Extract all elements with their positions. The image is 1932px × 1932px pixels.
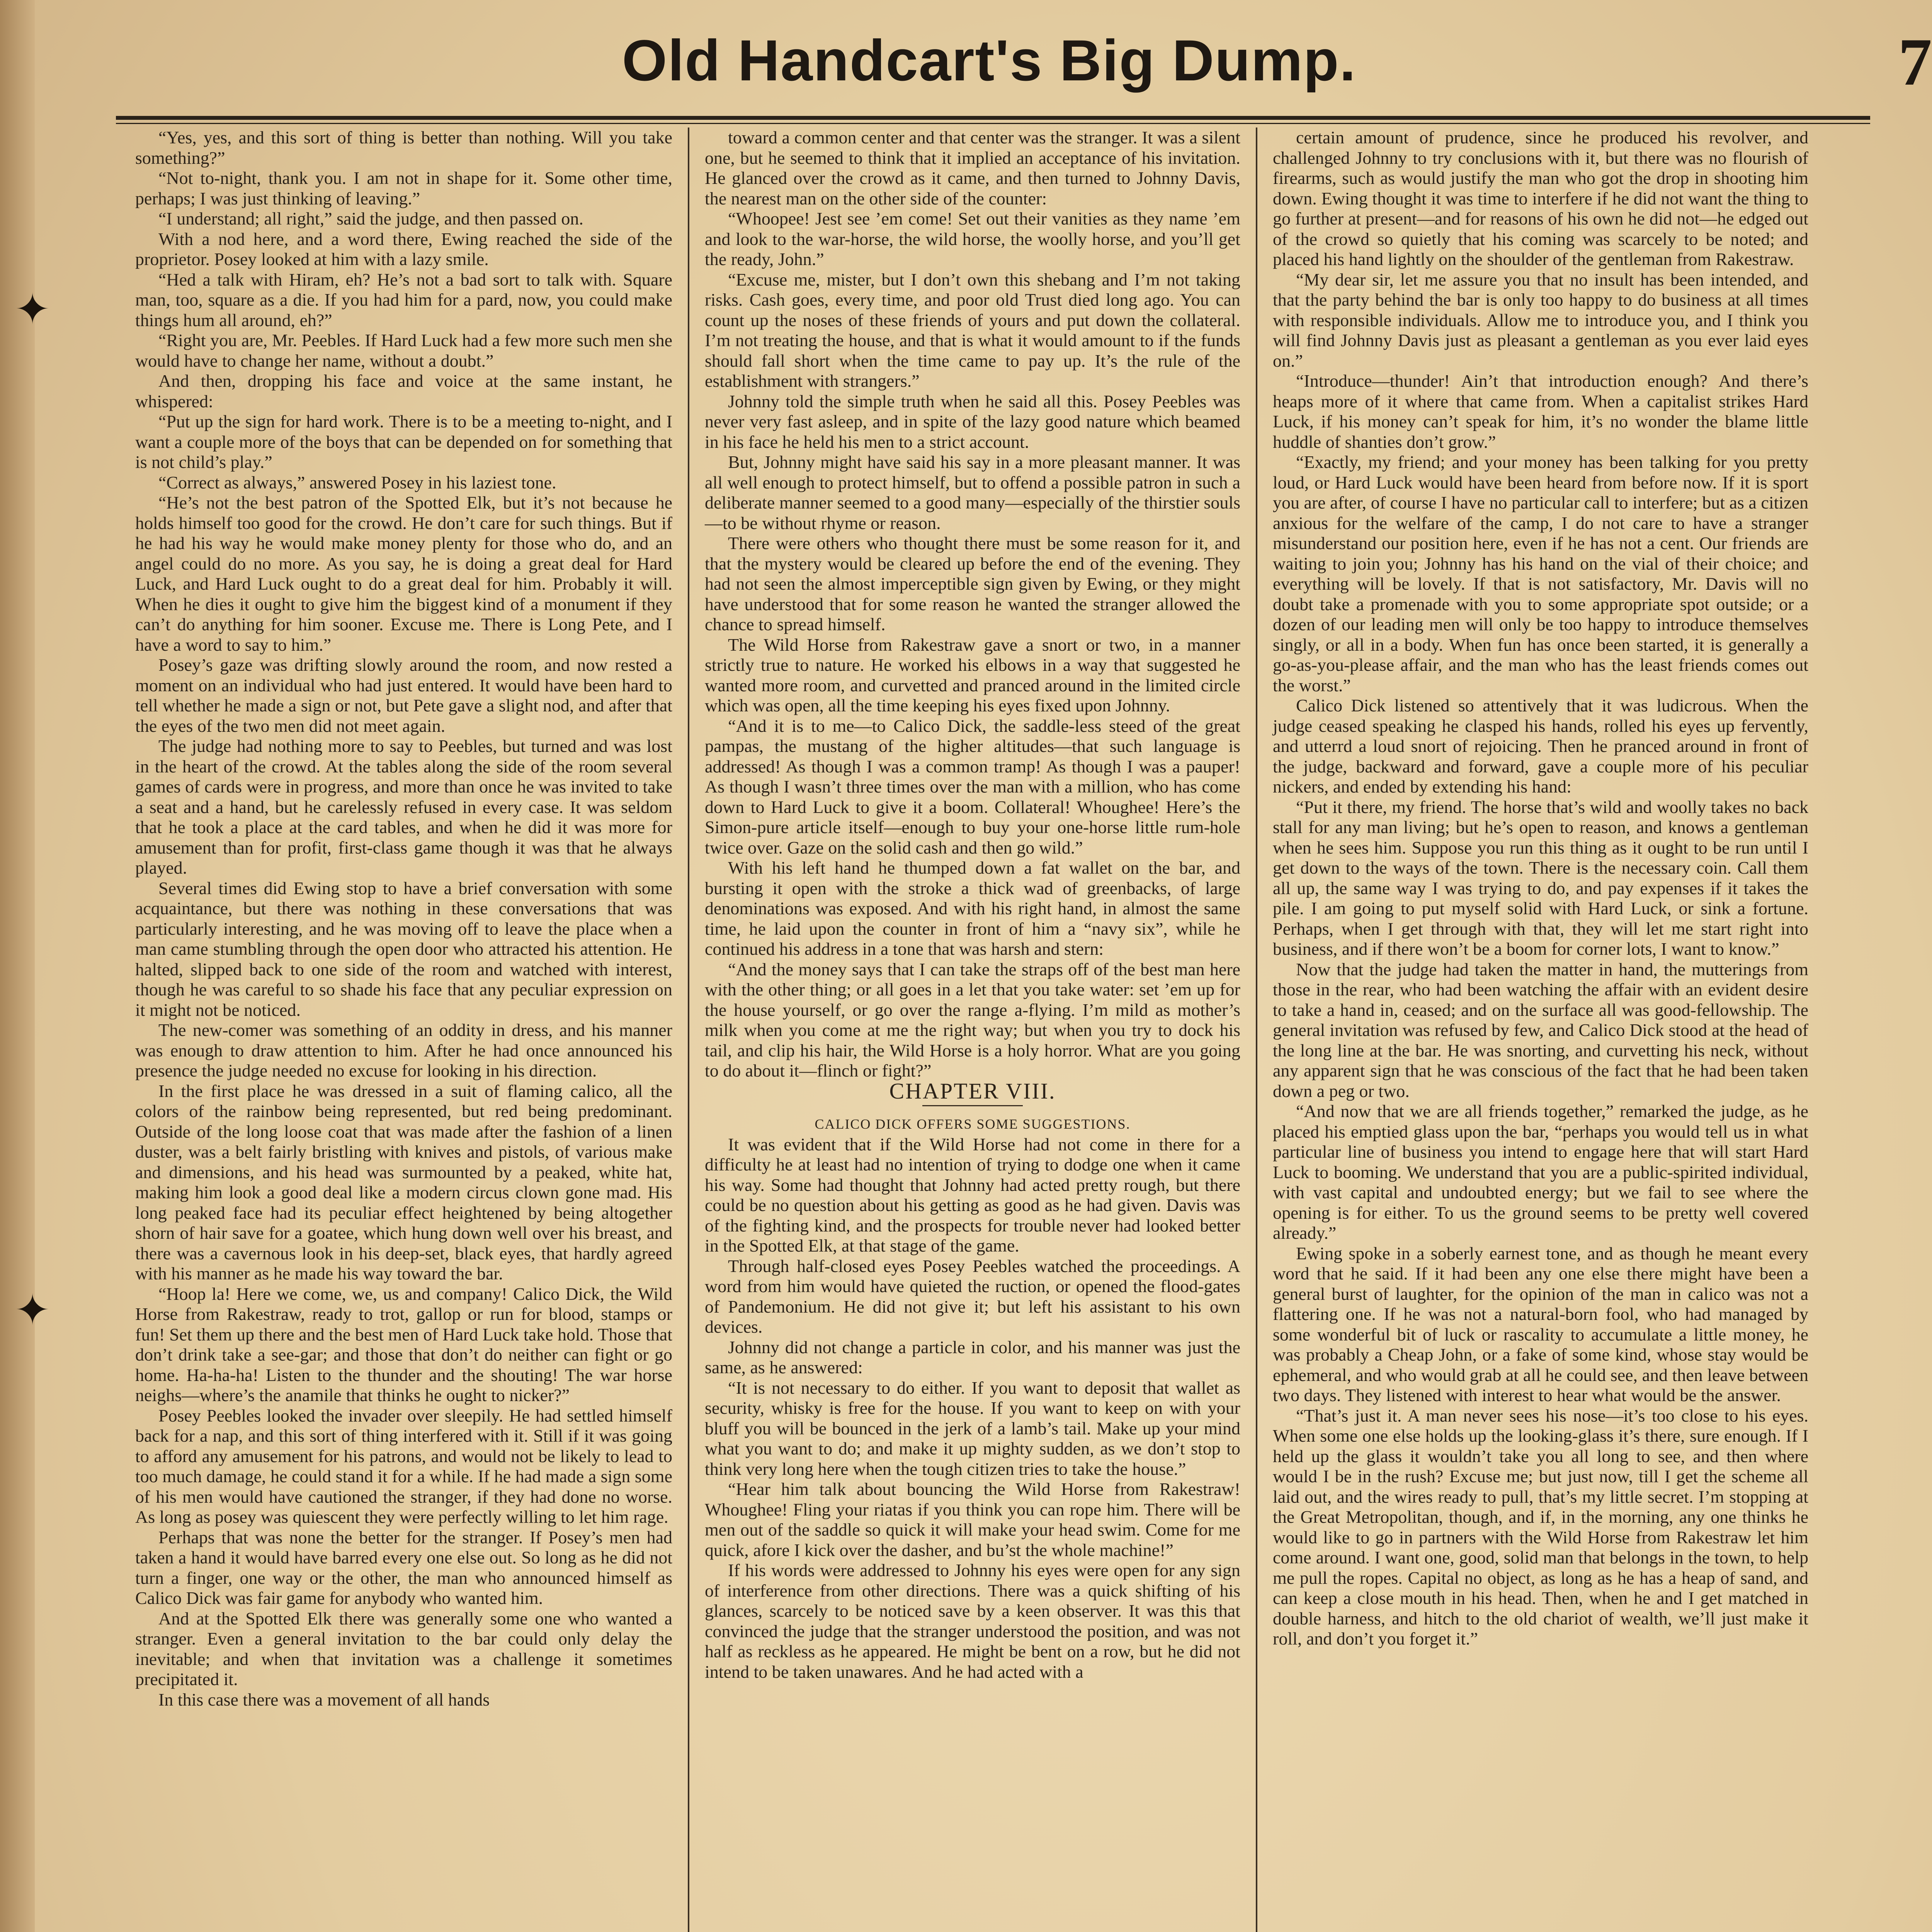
paragraph: “And now that we are all friends together,” remarked the judge, as he placed his emptied glass upon the bar, “perhaps you would tell us in what particular line of business you intend to engage here that will start Hard Luck to booming. We understand that you are a public-spirited individual, with vast capital and undoubted energy; but we fail to see where the opening is for either. To us the ground seems to be pretty well covered already.”: [1273, 1101, 1808, 1243]
paragraph: “Hed a talk with Hiram, eh? He’s not a bad sort to talk with. Square man, too, square as a die. If you had him for a pard, now, you could make things hum all around, eh?”: [135, 269, 672, 330]
page-title: Old Handcart's Big Dump.: [622, 28, 1357, 93]
paragraph: The Wild Horse from Rakestraw gave a snort or two, in a manner strictly true to nature. He worked his elbows in a way that suggested he wanted more room, and curvetted and pranced around in the limited circle which was open, all the time keeping his eyes fixed upon Johnny.: [705, 634, 1240, 715]
paragraph: “Correct as always,” answered Posey in his laziest tone.: [158, 472, 556, 492]
header-rule: [116, 116, 1870, 120]
paragraph: “And the money says that I can take the straps off of the best man here with the other thing; or all goes in a let that you take water: set ’em up for the house yourself, or go over the range a-flying. I’m mild as mother’s milk when you come at me the right way; but when you try to dock his tail, and clip his hair, the Wild Horse is a holy horror. What are you going to do about it—flinch or fight?”: [705, 959, 1240, 1080]
page-header: [116, 15, 1932, 112]
chapter-subtitle: CALICO DICK OFFERS SOME SUGGESTIONS.: [815, 1116, 1131, 1132]
paragraph: “That’s just it. A man never sees his nose—it’s too close to his eyes. When some one else holds up the looking-glass it’s there, sure enough. If I held up the glass it wouldn’t take you all long to see, and then where would I be in the rush? Excuse me; but just now, till I get the scheme all laid out, and the wires ready to pull, that’s my little secret. I’m stopping at the Great Metropolitan, though, and if, in the morning, any one thinks he would like to go in partners with the Wild Horse from Rakestraw let him come around. I want one, good, solid man that belongs in the town, to help me pull the ropes. Capital no object, as long as he has a heap of sand, and can keep a close mouth in his head. Then, when he and I get matched in double harness, and hitch to the old chariot of wealth, we’ll just make it roll, and don’t you forget it.”: [1273, 1405, 1808, 1648]
paragraph: “And it is to me—to Calico Dick, the saddle-less steed of the great pampas, the mustang of the higher altitudes—that such language is addressed! As though I was a common tramp! As though I was a pauper! As though I wasn’t three times over the man with a million, who has come down to Hard Luck to give it a boom. Collateral! Whoughee! Here’s the Simon-pure article itself—enough to buy your one-horse little rum-hole twice over. Gaze on the solid cash and then go wild.”: [705, 716, 1240, 857]
paragraph: Johnny told the simple truth when he said all this. Posey Peebles was never very fast asleep, and in spite of the lazy good nature which beamed in his face he held his men to a strict account.: [705, 391, 1240, 452]
text-columns: [120, 128, 1874, 1932]
paragraph: But, Johnny might have said his say in a more pleasant manner. It was all well enough to protect himself, but to offend a possible patron in such a deliberate manner seemed to a good many—especially of the thirstier souls—to be without rhyme or reason.: [705, 452, 1240, 533]
paragraph: “Put up the sign for hard work. There is to be a meeting to-night, and I want a couple more of the boys that can be depended on for something that is not child’s play.”: [135, 412, 672, 472]
paragraph: “Hear him talk about bouncing the Wild Horse from Rakestraw! Whoughee! Fling your riatas if you think you can rope him. There will be men out of the saddle so quick it will make your head swim. Come for me quick, afore I kick over the dasher, and bu’st the whole machine!”: [705, 1479, 1240, 1560]
paragraph: “He’s not the best patron of the Spotted Elk, but it’s not because he holds himself too good for the crowd. He don’t care for such things. But if he had his way he would make money plenty for those who do, and an angel could do no more. As you say, he is doing a great deal for Hard Luck, and Hard Luck ought to do a great deal for him. Probably it will. When he dies it ought to give him the biggest kind of a monument if they can’t do anything for him sooner. Excuse me. There is Long Pete, and I have a word to say to him.”: [135, 493, 672, 655]
paragraph: With his left hand he thumped down a fat wallet on the bar, and bursting it open with the stroke a thick wad of greenbacks, of large denominations was exposed. And with his right hand, in almost the same time, he laid upon the counter in front of him a “navy six”, while he continued his address in a tone that was harsh and stern:: [705, 858, 1240, 959]
text-column-2: [688, 128, 1256, 1932]
paragraph: “Whoopee! Jest see ’em come! Set out their vanities as they name ’em and look to the war-horse, the wild horse, the woolly horse, and you’ll get the ready, John.”: [705, 209, 1240, 269]
paragraph: If his words were addressed to Johnny his eyes were open for any sign of interference from other directions. There was a quick shifting of his glances, scarcely to be noticed save by a keen observer. It was this that convinced the judge that the stranger understood the position, and was not half as reckless as he appeared. He might be bent on a row, but he did not intend to be taken unawares. And he had acted with a: [705, 1560, 1240, 1682]
paragraph: Posey’s gaze was drifting slowly around the room, and now rested a moment on an individual who had just entered. It would have been hard to tell whether he made a sign or not, but Pete gave a slight nod, and after that the eyes of the two men did not meet again.: [135, 655, 672, 736]
text-column-3: [1256, 128, 1824, 1932]
paragraph: “Not to-night, thank you. I am not in shape for it. Some other time, perhaps; I was just thinking of leaving.”: [135, 168, 672, 208]
paragraph: The new-comer was something of an oddity in dress, and his manner was enough to draw attention to him. After he had once announced his presence the judge needed no excuse for looking in his direction.: [135, 1020, 672, 1080]
chapter-heading: CHAPTER VIII.: [889, 1078, 1056, 1104]
binding-hole-icon: ✦: [15, 284, 51, 334]
paragraph: “I understand; all right,” said the judge, and then passed on.: [158, 209, 583, 228]
paragraph: certain amount of prudence, since he produced his revolver, and challenged Johnny to try conclusions with it, but there was no flourish of firearms, such as would justify the man who got the drop in shooting him down. Ewing thought it was time to interfere if he did not want the thing to go further at present—and for reasons of his own he did not—he edged out of the crowd so quietly that his coming was scarcely to be noted; and placed his hand lightly on the shoulder of the gentleman from Rakestraw.: [1273, 128, 1808, 269]
page-number: 7: [1898, 24, 1932, 99]
paragraph: In this case there was a movement of all hands: [158, 1689, 490, 1709]
paragraph: “Yes, yes, and this sort of thing is better than nothing. Will you take something?”: [135, 128, 672, 168]
header-rule-thin: [116, 123, 1870, 124]
paragraph: “Excuse me, mister, but I don’t own this shebang and I’m not taking risks. Cash goes, every time, and poor old Trust died long ago. You can count up the noses of these friends of yours and put down the collateral. I’m not treating the house, and that is what it would amount to if the funds should fall short when the time came to pay up. It’s the rule of the establishment with strangers.”: [705, 269, 1240, 391]
paragraph: “Right you are, Mr. Peebles. If Hard Luck had a few more such men she would have to change her name, without a doubt.”: [135, 330, 672, 371]
paragraph: “Exactly, my friend; and your money has been talking for you pretty loud, or Hard Luck would have been heard from before now. If it is sport you are after, of course I have no particular call to interfere; but as a citizen anxious for the welfare of the camp, I do not care to have a stranger misunderstand our position here, even if he has not a cent. Our friends are waiting to join you; Johnny has his hand on the vial of their choice; and everything will be lovely. If that is not satisfactory, Mr. Davis will no doubt take a promenade with you to some appropriate spot outside; or a dozen of our leading men will only be too happy to introduce themselves singly, or all in a body. When fun has once been started, it is generally a go-as-you-please affair, and the man who has the least friends comes out the worst.”: [1273, 452, 1808, 695]
paragraph: With a nod here, and a word there, Ewing reached the side of the proprietor. Posey looked at him with a lazy smile.: [135, 229, 672, 269]
paragraph: And then, dropping his face and voice at the same instant, he whispered:: [135, 371, 672, 411]
paragraph: It was evident that if the Wild Horse had not come in there for a difficulty he at least had no intention of trying to dodge one when it came his way. Some had thought that Johnny had acted pretty rough, but there could be no question about his getting as good as he had given. Davis was of the fighting kind, and the prospects for trouble never had looked better in the Spotted Elk, at that stage of the game.: [705, 1134, 1240, 1255]
paragraph: Calico Dick listened so attentively that it was ludicrous. When the judge ceased speaking he clasped his hands, rolled his eyes up fervently, and utterrd a loud snort of rejoicing. Then he pranced around in front of the judge, backward and forward, gave a couple more of his peculiar nickers, and ended by extending his hand:: [1273, 696, 1808, 796]
chapter-rule: [922, 1105, 1023, 1106]
paragraph: The judge had nothing more to say to Peebles, but turned and was lost in the heart of the crowd. At the tables along the side of the room several games of cards were in progress, and more than once he was invited to take a seat and a hand, but he carelessly refused in every case. It was seldom that he took a place at the card tables, and when he did it was more for amusement than for profit, first-class game though it was that he always played.: [135, 736, 672, 878]
paragraph: “Introduce—thunder! Ain’t that introduction enough? And there’s heaps more of it where that came from. When a capitalist strikes Hard Luck, if his money can’t speak for him, it’s no wonder the blame little huddle of shanties don’t grow.”: [1273, 371, 1808, 452]
binding-hole-icon: ✦: [15, 1285, 51, 1335]
paragraph: Perhaps that was none the better for the stranger. If Posey’s men had taken a hand it would have barred every one else out. So long as he did not turn a finger, one way or the other, the man who announced himself as Calico Dick was fair game for anybody who wanted him.: [135, 1527, 672, 1608]
paragraph: “It is not necessary to do either. If you want to deposit that wallet as security, whisky is free for the house. If you want to keep on with your bluff you will be bounced in the jerk of a lamb’s tail. Make up your mind what you want to do; and make it up mighty sudden, as we don’t stop to think very long here when the tough citizen tries to take the house.”: [705, 1378, 1240, 1479]
paragraph: Now that the judge had taken the matter in hand, the mutterings from those in the rear, who had been watching the affair with an evident desire to take a hand in, ceased; and on the surface all was good-fellowship. The general invitation was refused by few, and Calico Dick stood at the head of the long line at the bar. He was snorting, and curvetting his neck, without any apparent sign that he was conscious of the fact that he had been taken down a peg or two.: [1273, 959, 1808, 1101]
paragraph: “My dear sir, let me assure you that no insult has been intended, and that the party behind the bar is only too happy to do business at all times with responsible individuals. Allow me to introduce you, and I think you will find Johnny Davis just as pleasant a gentleman as you ever laid eyes on.”: [1273, 269, 1808, 371]
paragraph: “Put it there, my friend. The horse that’s wild and woolly takes no back stall for any man living; but he’s open to reason, and knows a gentleman when he sees him. Suppose you run this thing as it ought to be run until I get down to the ways of the town. There is the necessary coin. Call them all up, the same way I was trying to do, and pay expenses if it takes the pile. I am going to put myself solid with Hard Luck, or sink a fortune. Perhaps, when I get through with that, they will let me start right into business, and if there won’t be a boom for corner lots, I want to know.”: [1273, 797, 1808, 959]
paragraph: “Hoop la! Here we come, we, us and company! Calico Dick, the Wild Horse from Rakestraw, ready to trot, gallop or run for blood, stamps or fun! Set them up there and the best men of Hard Luck take hold. Those that don’t drink take a see-gar; and those that don’t do neither can fight or go home. Ha-ha-ha! Listen to the thunder and the shouting! The war horse neighs—where’s the anamile that thinks he ought to nicker?”: [135, 1284, 672, 1405]
paragraph: Several times did Ewing stop to have a brief conversation with some acquaintance, but there was nothing in these conversations that was particularly interesting, and he was moving off to leave the place when a man came stumbling through the open door who attracted his attention. He halted, slipped back to one side of the room and watched with interest, though he was careful to so shade his face that any peculiar expression on it might not be noticed.: [135, 878, 672, 1020]
paragraph: And at the Spotted Elk there was generally some one who wanted a stranger. Even a general invitation to the bar could only delay the inevitable; and when that invitation was a challenge it sometimes precipitated it.: [135, 1608, 672, 1689]
paragraph: Johnny did not change a particle in color, and his manner was just the same, as he answered:: [705, 1337, 1240, 1377]
paragraph: Through half-closed eyes Posey Peebles watched the proceedings. A word from him would have quieted the ruction, or opened the flood-gates of Pandemonium. He did not give it; but left his assistant to his own devices.: [705, 1256, 1240, 1337]
paragraph: toward a common center and that center was the stranger. It was a silent one, but he seemed to think that it implied an acceptance of his invitation. He glanced over the crowd as it came, and then turned to Johnny Davis, the nearest man on the other side of the counter:: [705, 128, 1240, 208]
paragraph: Ewing spoke in a soberly earnest tone, and as though he meant every word that he said. If it had been any one else there might have been a general burst of laughter, for the opinion of the man in calico was not a flattering one. If he was not a natural-born fool, who had managed by some wonderful bit of luck or rascality to accumulate a little money, he was probably a Cheap John, or a fake of some kind, whose stay would be ephemeral, and who would grab at all he could see, and then leave between two days. They listened with interest to hear what would be the answer.: [1273, 1243, 1808, 1405]
paragraph: In the first place he was dressed in a suit of flaming calico, all the colors of the rainbow being represented, but red being predominant. Outside of the long loose coat that was made after the fashion of a linen duster, was a belt fairly bristling with knives and pistols, of various make and dimensions, and his head was surmounted by a peaked, white hat, making him look a good deal like a modern circus clown gone mad. His long peaked face had its peculiar effect heightened by being altogether shorn of hair save for a goatee, which hung down well over his breast, and there was a cavernous look in his deep-set, black eyes, that hardly agreed with his manner as he made his way toward the bar.: [135, 1081, 672, 1283]
paragraph: Posey Peebles looked the invader over sleepily. He had settled himself back for a nap, and this sort of thing interfered with it. Still if it was going to afford any amusement for his patrons, and would not be likely to lead to too much damage, he could stand it for a while. If he had made a sign some of his men would have cautioned the stranger, if they had done no worse. As long as posey was quiescent they were perfectly willing to let him rage.: [135, 1405, 672, 1527]
text-column-1: [120, 128, 688, 1932]
paragraph: There were others who thought there must be some reason for it, and that the mystery would be cleared up before the end of the evening. They had not seen the almost imperceptible sign given by Ewing, or they might have understood that for some reason he wanted the stranger allowed the chance to spread himself.: [705, 533, 1240, 634]
